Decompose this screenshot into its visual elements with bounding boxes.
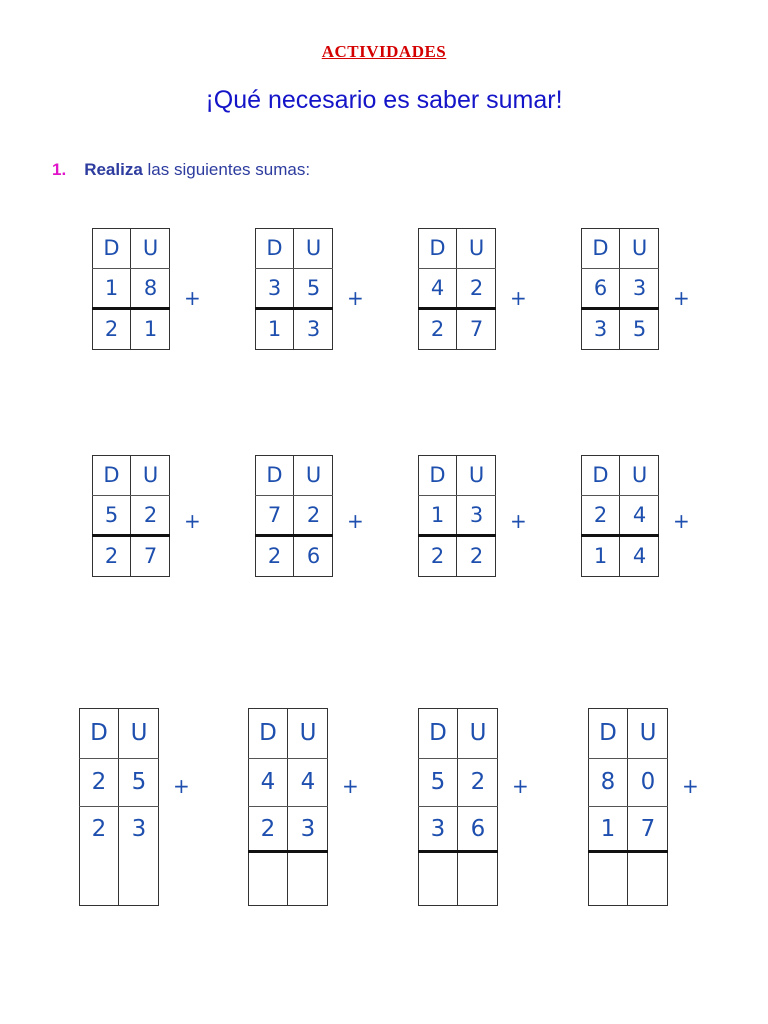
addend2-units: 1 [143,317,158,341]
addend1-tens: 5 [104,503,119,527]
activities-heading: ACTIVIDADES [321,42,447,61]
instruction-line [52,160,310,180]
units-label: U [468,463,485,487]
answer-units-cell[interactable] [620,535,659,577]
answer-units-cell[interactable] [131,308,170,350]
answer-units-cell[interactable] [628,852,668,906]
addend1-units: 5 [131,769,147,795]
answer-tens-cell[interactable] [248,852,288,906]
tens-label: D [429,236,446,260]
addend1-units: 3 [632,276,647,300]
instruction-text: las siguientes sumas: [147,160,311,179]
addend2-units: 6 [470,816,486,842]
addend2-tens: 1 [267,317,282,341]
addend1-tens: 4 [260,769,276,795]
units-label: U [305,236,322,260]
addend2-units: 7 [469,317,484,341]
units-label: U [631,236,648,260]
tens-label: D [266,463,283,487]
addend2-tens: 2 [104,544,119,568]
tens-label: D [592,236,609,260]
addend1-units: 4 [632,503,647,527]
addend2-units: 4 [632,544,647,568]
addend1-units: 2 [469,276,484,300]
addition-problem [79,708,159,906]
units-label: U [142,463,159,487]
addend2-tens: 2 [267,544,282,568]
addition-problem [255,455,333,577]
instruction-bold-word: Realiza [84,160,143,179]
addition-problem [248,708,328,906]
answer-tens-cell[interactable] [588,852,628,906]
addition-problem [92,455,170,577]
instruction-number: 1. [52,160,67,179]
tens-label: D [599,720,617,746]
addend2-units: 3 [131,816,147,842]
addend1-tens: 5 [430,769,446,795]
addition-problem [255,228,333,350]
addend1-tens: 8 [600,769,616,795]
addend2-units: 7 [640,816,656,842]
answer-tens-cell[interactable] [418,308,457,350]
answer-units-cell[interactable] [457,308,496,350]
addend1-units: 2 [306,503,321,527]
units-label: U [639,720,657,746]
addend1-units: 2 [470,769,486,795]
plus-sign: + [510,286,527,310]
addend2-tens: 2 [430,544,445,568]
addend1-tens: 2 [91,769,107,795]
tens-label: D [266,236,283,260]
units-label: U [305,463,322,487]
addend2-units: 5 [632,317,647,341]
plus-sign: + [184,509,201,533]
addition-problem [581,455,659,577]
units-label: U [299,720,317,746]
tens-label: D [429,463,446,487]
plus-sign: + [682,774,699,798]
addition-problem [418,455,496,577]
answer-tens-cell[interactable] [92,308,131,350]
addend1-tens: 3 [267,276,282,300]
answer-units-cell[interactable] [458,852,498,906]
answer-tens-cell[interactable] [581,308,620,350]
tens-label: D [259,720,277,746]
plus-sign: + [184,286,201,310]
units-label: U [468,236,485,260]
plus-sign: + [347,509,364,533]
addend1-tens: 4 [430,276,445,300]
answer-units-cell[interactable] [288,852,328,906]
answer-tens-cell[interactable] [255,535,294,577]
answer-units-cell[interactable] [119,806,159,906]
addend2-tens: 1 [600,816,616,842]
addend2-units: 7 [143,544,158,568]
addend1-units: 8 [143,276,158,300]
answer-tens-cell[interactable] [418,535,457,577]
addend2-tens: 2 [91,816,107,842]
plus-sign: + [342,774,359,798]
units-label: U [142,236,159,260]
addend1-units: 2 [143,503,158,527]
addition-problem [588,708,668,906]
addend1-tens: 1 [430,503,445,527]
tens-label: D [103,463,120,487]
answer-units-cell[interactable] [294,308,333,350]
addend2-tens: 2 [104,317,119,341]
addend2-tens: 3 [430,816,446,842]
answer-tens-cell[interactable] [79,806,119,906]
addition-problem [418,708,498,906]
answer-units-cell[interactable] [457,535,496,577]
plus-sign: + [512,774,529,798]
tens-label: D [429,720,447,746]
answer-tens-cell[interactable] [418,852,458,906]
plus-sign: + [347,286,364,310]
answer-tens-cell[interactable] [255,308,294,350]
addend1-tens: 2 [593,503,608,527]
units-label: U [130,720,148,746]
answer-tens-cell[interactable] [92,535,131,577]
addend2-tens: 3 [593,317,608,341]
addend1-units: 4 [300,769,316,795]
addend2-units: 3 [300,816,316,842]
addend1-units: 5 [306,276,321,300]
units-label: U [631,463,648,487]
addend1-tens: 7 [267,503,282,527]
answer-units-cell[interactable] [620,308,659,350]
addition-problem [581,228,659,350]
addend1-tens: 6 [593,276,608,300]
units-label: U [469,720,487,746]
addition-problem [92,228,170,350]
addition-problem [418,228,496,350]
addend1-tens: 1 [104,276,119,300]
answer-tens-cell[interactable] [581,535,620,577]
plus-sign: + [510,509,527,533]
page-subtitle: ¡Qué necesario es saber sumar! [205,86,563,114]
plus-sign: + [673,509,690,533]
plus-sign: + [673,286,690,310]
tens-label: D [90,720,108,746]
tens-label: D [103,236,120,260]
addend1-units: 0 [640,769,656,795]
addend2-tens: 2 [430,317,445,341]
addend2-units: 3 [306,317,321,341]
addend2-units: 6 [306,544,321,568]
addend2-tens: 1 [593,544,608,568]
answer-units-cell[interactable] [131,535,170,577]
answer-units-cell[interactable] [294,535,333,577]
tens-label: D [592,463,609,487]
addend1-units: 3 [469,503,484,527]
addend2-units: 2 [469,544,484,568]
addend2-tens: 2 [260,816,276,842]
plus-sign: + [173,774,190,798]
